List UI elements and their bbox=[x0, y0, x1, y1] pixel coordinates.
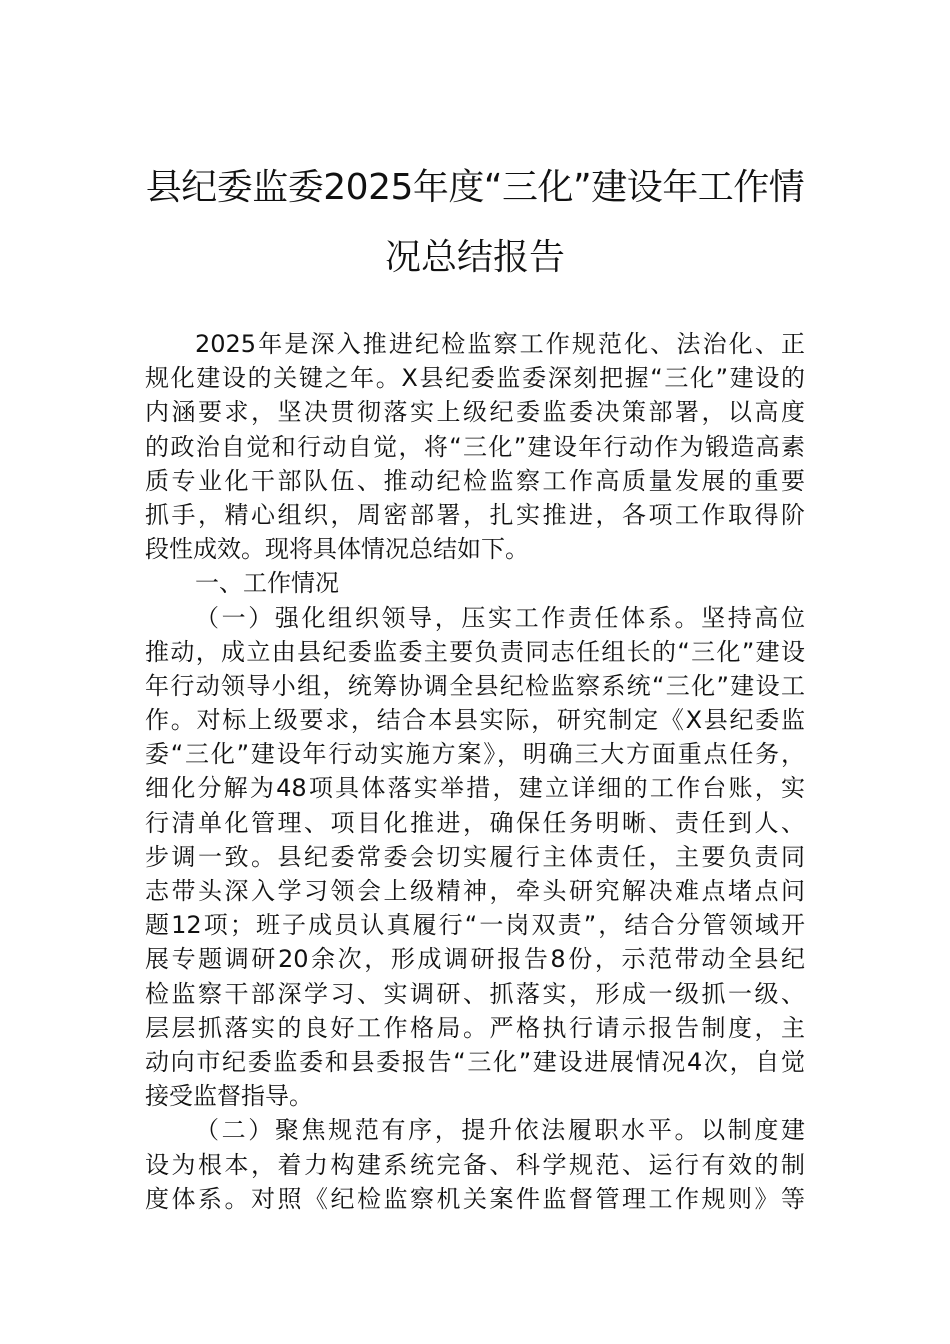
body-text-line: 步调一致。县纪委常委会切实履行主体责任，主要负责同 bbox=[145, 842, 805, 871]
body-text-line: （一）强化组织领导，压实工作责任体系。坚持高位 bbox=[195, 603, 805, 632]
body-text-line: 检监察干部深学习、实调研、抓落实，形成一级抓一级、 bbox=[145, 979, 805, 1008]
body-text-line: 志带头深入学习领会上级精神，牵头研究解决难点堵点问 bbox=[145, 877, 805, 905]
document-title-line-1: 县纪委监委2025年度“三化”建设年工作情 bbox=[145, 167, 805, 208]
document-body bbox=[145, 327, 805, 1216]
body-text-line: 细化分解为48项具体落实举措，建立详细的工作台账，实 bbox=[145, 774, 805, 803]
body-text-line: 推动，成立由县纪委监委主要负责同志任组长的“三化”建设 bbox=[145, 637, 805, 666]
body-text-line: 段性成效。现将具体情况总结如下。 bbox=[145, 535, 529, 564]
body-text-line: 层层抓落实的良好工作格局。严格执行请示报告制度，主 bbox=[145, 1013, 805, 1042]
body-text-line: 展专题调研20余次，形成调研报告8份，示范带动全县纪 bbox=[145, 945, 805, 974]
body-text-line: 2025年是深入推进纪检监察工作规范化、法治化、正 bbox=[195, 330, 805, 358]
body-text-line: （二）聚焦规范有序，提升依法履职水平。以制度建 bbox=[195, 1116, 805, 1145]
body-text-line: 设为根本，着力构建系统完备、科学规范、运行有效的制 bbox=[145, 1150, 805, 1179]
section-heading: 一、工作情况 bbox=[195, 569, 339, 598]
body-text-line: 题12项；班子成员认真履行“一岗双责”，结合分管领域开 bbox=[145, 911, 805, 940]
body-text-line: 行清单化管理、项目化推进，确保任务明晰、责任到人、 bbox=[145, 808, 805, 837]
document-title-line-2: 况总结报告 bbox=[384, 237, 565, 278]
body-text-line: 动向市纪委监委和县委报告“三化”建设进展情况4次，自觉 bbox=[145, 1047, 805, 1076]
body-text-line: 作。对标上级要求，结合本县实际，研究制定《X县纪委监 bbox=[145, 706, 805, 735]
body-text-line: 委“三化”建设年行动实施方案》，明确三大方面重点任务， bbox=[145, 740, 805, 769]
body-text-line: 的政治自觉和行动自觉，将“三化”建设年行动作为锻造高素 bbox=[145, 432, 805, 461]
body-text-line: 抓手，精心组织，周密部署，扎实推进，各项工作取得阶 bbox=[145, 500, 805, 529]
body-text-line: 规化建设的关键之年。X县纪委监委深刻把握“三化”建设的 bbox=[145, 364, 805, 393]
body-text-line: 年行动领导小组，统筹协调全县纪检监察系统“三化”建设工 bbox=[145, 671, 805, 700]
body-text-line: 接受监督指导。 bbox=[145, 1082, 313, 1111]
body-text-line: 内涵要求，坚决贯彻落实上级纪委监委决策部署，以高度 bbox=[145, 398, 805, 427]
body-text-line: 质专业化干部队伍、推动纪检监察工作高质量发展的重要 bbox=[145, 466, 805, 495]
body-text-line: 度体系。对照《纪检监察机关案件监督管理工作规则》等 bbox=[145, 1184, 805, 1213]
